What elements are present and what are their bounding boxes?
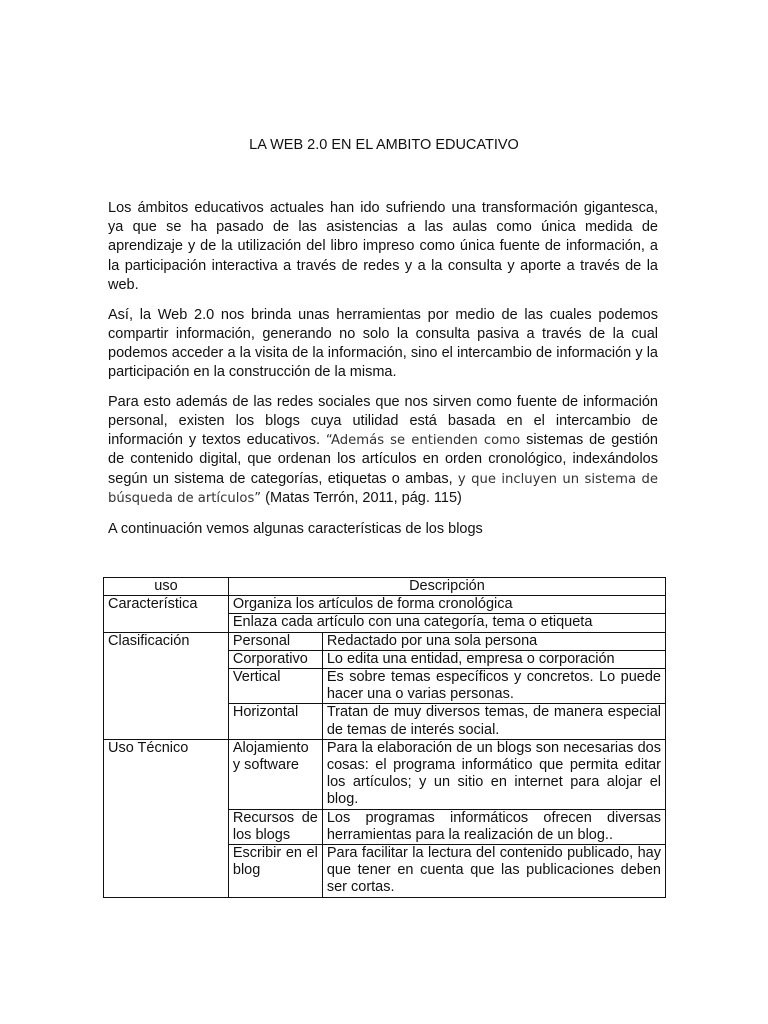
table-cell-desc: Es sobre temas específicos y concretos. Lo puede hacer una o varias personas. — [322, 669, 665, 704]
header-uso: uso — [104, 578, 229, 596]
table-cell-type: Personal — [228, 632, 322, 650]
paragraph-2: Así, la Web 2.0 nos brinda unas herramientas por medio de las cuales podemos compartir información, generando no solo la consulta pasiva a través de la cual podemos acceder a la visita de la información, sino el intercambio de información y la participación en la construcción de la misma. — [108, 306, 658, 381]
row-label-uso-tecnico: Uso Técnico — [104, 739, 229, 897]
table-cell-desc: Para facilitar la lectura del contenido publicado, hay que tener en cuenta que las publicaciones deben ser cortas. — [322, 845, 665, 898]
table-cell-type: Corporativo — [228, 650, 322, 668]
blogs-table — [103, 577, 666, 898]
paragraph-3-middle: sistemas de gestión de contenido digital, que ordenan los artículos en orden cronológico, indexándolos según un sistema de categorías, etiquetas o ambas, — [108, 432, 658, 487]
document-title: LA WEB 2.0 EN EL AMBITO EDUCATIVO — [249, 137, 519, 153]
quote-start: “Además se entienden como — [325, 433, 521, 449]
table-row — [104, 739, 666, 809]
paragraph-3-text: Para esto además de las redes sociales que nos sirven como fuente de información personal, existen los blogs cuya utilidad está basada en el intercambio de información y textos educativos. — [108, 393, 658, 449]
table-cell: Enlaza cada artículo con una categoría, tema o etiqueta — [228, 614, 665, 632]
document-body — [108, 199, 658, 550]
header-descripcion: Descripción — [228, 578, 665, 596]
citation: (Matas Terrón, 2011, pág. 115) — [261, 489, 462, 506]
table-cell-desc: Para la elaboración de un blogs son necesarias dos cosas: el programa informático que permita editar los artículos; y un sitio en internet para alojar el blog. — [322, 739, 665, 809]
table-cell-desc: Lo edita una entidad, empresa o corporación — [322, 650, 665, 668]
paragraph-3 — [108, 393, 658, 508]
table-row — [104, 596, 666, 614]
table-cell-type: Horizontal — [228, 704, 322, 739]
table-row — [104, 614, 666, 632]
row-label-empty — [104, 614, 229, 632]
paragraph-1: Los ámbitos educativos actuales han ido sufriendo una transformación gigantesca, ya que se ha pasado de las asistencias a las aulas como única medida de aprendizaje y de la utilización del libro impreso como única fuente de información, a la participación interactiva a través de redes y a la consulta y aporte a través de la web. — [108, 200, 658, 293]
table-row — [104, 632, 666, 650]
table-cell: Organiza los artículos de forma cronológica — [228, 596, 665, 614]
table-cell-type: Vertical — [228, 669, 322, 704]
quote-end: y que incluyen un sistema de búsqueda de artículos” — [108, 471, 658, 506]
row-label-clasificacion: Clasificación — [104, 632, 229, 739]
table-cell-desc: Los programas informáticos ofrecen diversas herramientas para la realización de un blog.. — [322, 809, 665, 844]
table-cell-type: Recursos de los blogs — [228, 809, 322, 844]
table-header-row — [104, 578, 666, 596]
table-cell-type: Escribir en el blog — [228, 845, 322, 898]
row-label-caracteristica: Característica — [104, 596, 229, 614]
table-cell-desc: Redactado por una sola persona — [322, 632, 665, 650]
table-intro: A continuación vemos algunas características de los blogs — [108, 521, 483, 538]
table-cell-type: Alojamiento y software — [228, 739, 322, 809]
table-cell-desc: Tratan de muy diversos temas, de manera especial de temas de interés social. — [322, 704, 665, 739]
